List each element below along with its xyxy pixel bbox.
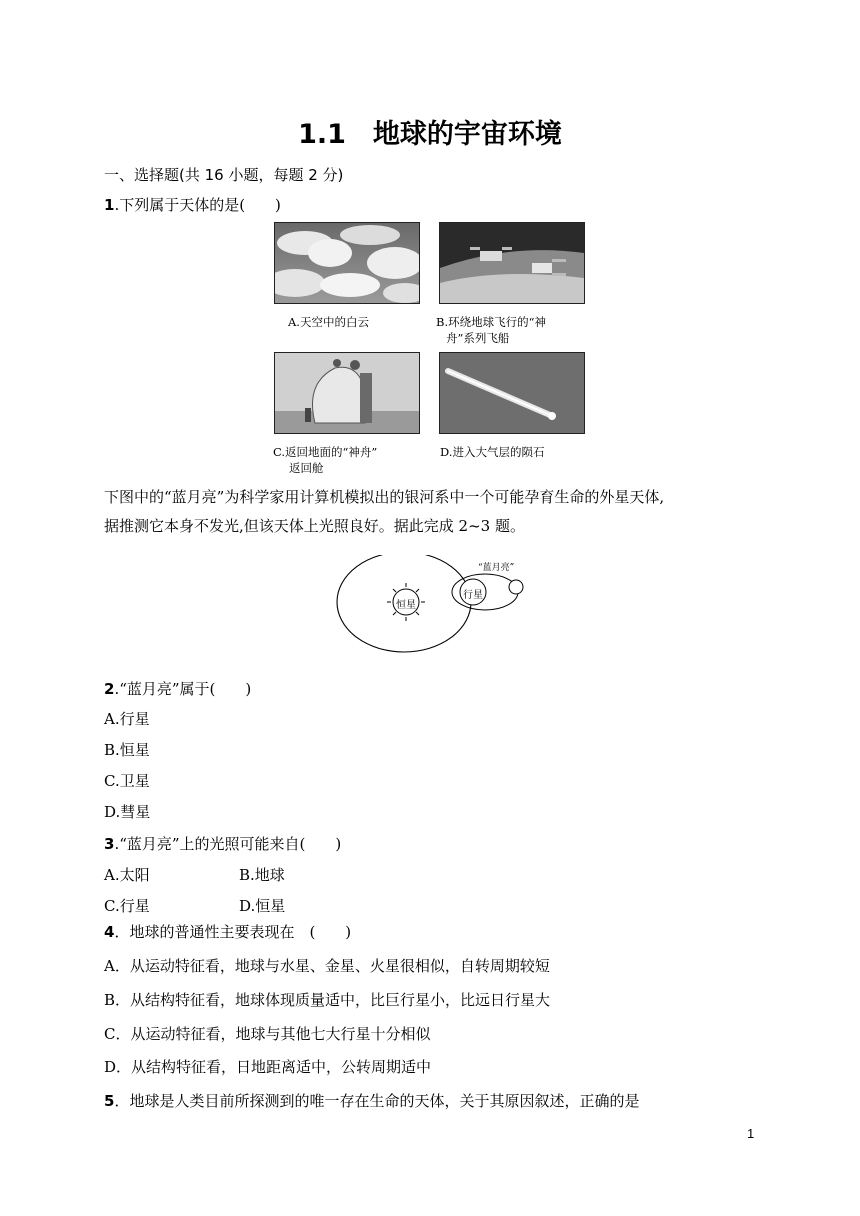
photo-return-capsule (274, 352, 420, 434)
question-2-number: 2 (104, 680, 115, 698)
question-4-option-b: B．从结构特征看，地球体现质量适中，比巨行星小，比远日行星大 (104, 991, 551, 1009)
page-number: 1 (747, 1126, 755, 1141)
caption-option-b-line2: 舟”系列飞船 (446, 331, 510, 345)
question-2-option-d: D.彗星 (104, 803, 151, 821)
question-4-number: 4 (104, 923, 115, 941)
caption-option-d: D.进入大气层的陨石 (440, 445, 545, 459)
blue-moon-icon (509, 580, 523, 594)
orbit-diagram (330, 555, 540, 665)
question-3-option-c: C.行星 (104, 897, 150, 915)
question-3-option-d: D.恒星 (239, 897, 286, 915)
caption-option-a: A.天空中的白云 (288, 315, 369, 329)
question-5-number: 5 (104, 1092, 115, 1110)
caption-option-c-line1: C.返回地面的“神舟” (273, 445, 378, 459)
question-1 (104, 194, 281, 215)
section-header: 一、选择题(共 16 小题，每题 2 分) (104, 166, 344, 184)
question-3-option-b: B.地球 (239, 866, 285, 884)
question-4 (104, 921, 351, 942)
blue-moon-label: “蓝月亮” (478, 563, 515, 573)
intro-paragraph-line1: 下图中的“蓝月亮”为科学家用计算机模拟出的银河系中一个可能孕育生命的外星天体, (104, 488, 665, 506)
question-2-option-b: B.恒星 (104, 741, 150, 759)
question-3-option-a: A.太阳 (104, 866, 150, 884)
photo-shenzhou-spacecraft (439, 222, 585, 304)
question-3-number: 3 (104, 835, 115, 853)
question-3-stem: .“蓝月亮”上的光照可能来自( ) (114, 835, 342, 853)
question-2-stem: .“蓝月亮”属于( ) (114, 680, 252, 698)
page-title: 1.1 地球的宇宙环境 (298, 119, 562, 150)
question-5-stem: ．地球是人类目前所探测到的唯一存在生命的天体，关于其原因叙述，正确的是 (114, 1092, 640, 1110)
photo-white-clouds (274, 222, 420, 304)
question-2 (104, 678, 251, 699)
question-3 (104, 833, 341, 854)
planet-label: 行星 (463, 590, 483, 601)
question-4-stem: ．地球的普通性主要表现在 ( ) (114, 923, 352, 941)
question-1-stem: .下列属于天体的是( ) (114, 196, 281, 214)
question-4-option-c: C．从运动特征看，地球与其他七大行星十分相似 (104, 1025, 431, 1043)
caption-option-b-line1: B.环绕地球飞行的“神 (436, 315, 546, 329)
question-5 (104, 1090, 639, 1111)
star-label: 恒星 (396, 600, 416, 611)
question-1-number: 1 (104, 196, 115, 214)
question-4-option-d: D．从结构特征看，日地距离适中，公转周期适中 (104, 1058, 432, 1076)
question-4-option-a: A．从运动特征看，地球与水星、金星、火星很相似，自转周期较短 (104, 957, 550, 975)
caption-option-c-line2: 返回舱 (289, 461, 324, 475)
photo-meteor (439, 352, 585, 434)
intro-paragraph-line2: 据推测它本身不发光,但该天体上光照良好。据此完成 2~3 题。 (104, 517, 525, 535)
question-2-option-c: C.卫星 (104, 772, 150, 790)
question-2-option-a: A.行星 (104, 710, 150, 728)
